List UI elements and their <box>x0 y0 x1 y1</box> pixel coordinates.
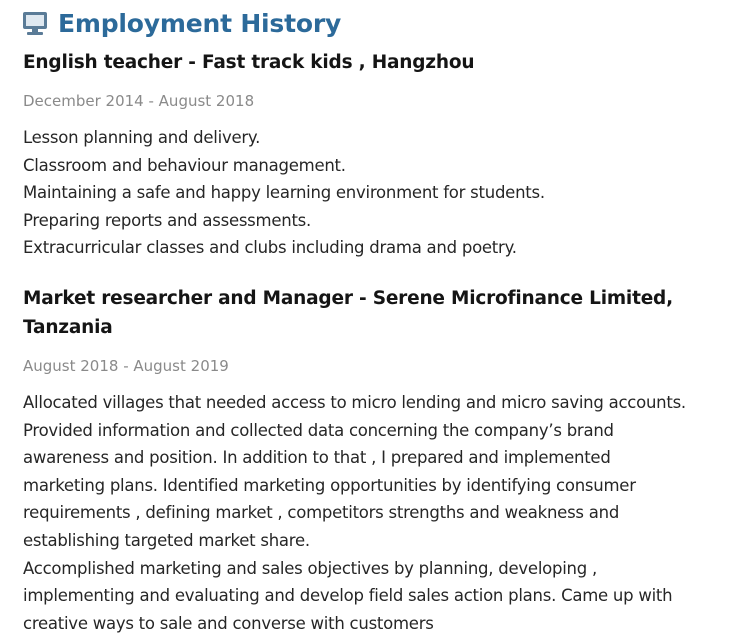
description-line: implementing and evaluating and develop field sales action plans. Came up with <box>23 586 673 606</box>
description-line: creative ways to sale and converse with customers <box>23 613 434 633</box>
description-line: Allocated villages that needed access to micro lending and micro saving accounts. <box>23 393 686 412</box>
job-description <box>23 124 748 262</box>
description-line: requirements , defining market , competitors strengths and weakness and <box>23 503 620 523</box>
section-header <box>22 5 341 41</box>
description-line: Maintaining a safe and happy learning environment for students. <box>23 183 545 203</box>
description-line: marketing plans. Identified marketing opportunities by identifying consumer <box>23 475 636 495</box>
job-dates: December 2014 - August 2018 <box>23 92 255 110</box>
job-title-line: English teacher - Fast track kids , Hangzhou <box>23 52 475 73</box>
description-line: Accomplished marketing and sales objectives by planning, developing , <box>23 558 597 578</box>
description-line: Classroom and behaviour management. <box>23 155 346 175</box>
description-line: Provided information and collected data concerning the company’s brand <box>23 420 614 440</box>
section-title: Employment History <box>58 8 342 38</box>
description-line: Lesson planning and delivery. <box>23 128 261 147</box>
job-title-line: Tanzania <box>23 317 113 338</box>
job-dates: August 2018 - August 2019 <box>23 357 229 375</box>
description-line: Preparing reports and assessments. <box>23 210 312 230</box>
job-description <box>23 389 748 637</box>
monitor-icon <box>22 10 48 36</box>
description-line: establishing targeted market share. <box>23 530 310 550</box>
job-title <box>23 284 748 342</box>
description-line: Extracurricular classes and clubs including drama and poetry. <box>23 238 517 258</box>
job-entry <box>23 284 748 637</box>
job-title-line: Market researcher and Manager - Serene Microfinance Limited, <box>23 288 673 309</box>
description-line: awareness and position. In addition to that , I prepared and implemented <box>23 448 611 468</box>
job-entry <box>23 48 748 262</box>
job-title <box>23 48 748 77</box>
